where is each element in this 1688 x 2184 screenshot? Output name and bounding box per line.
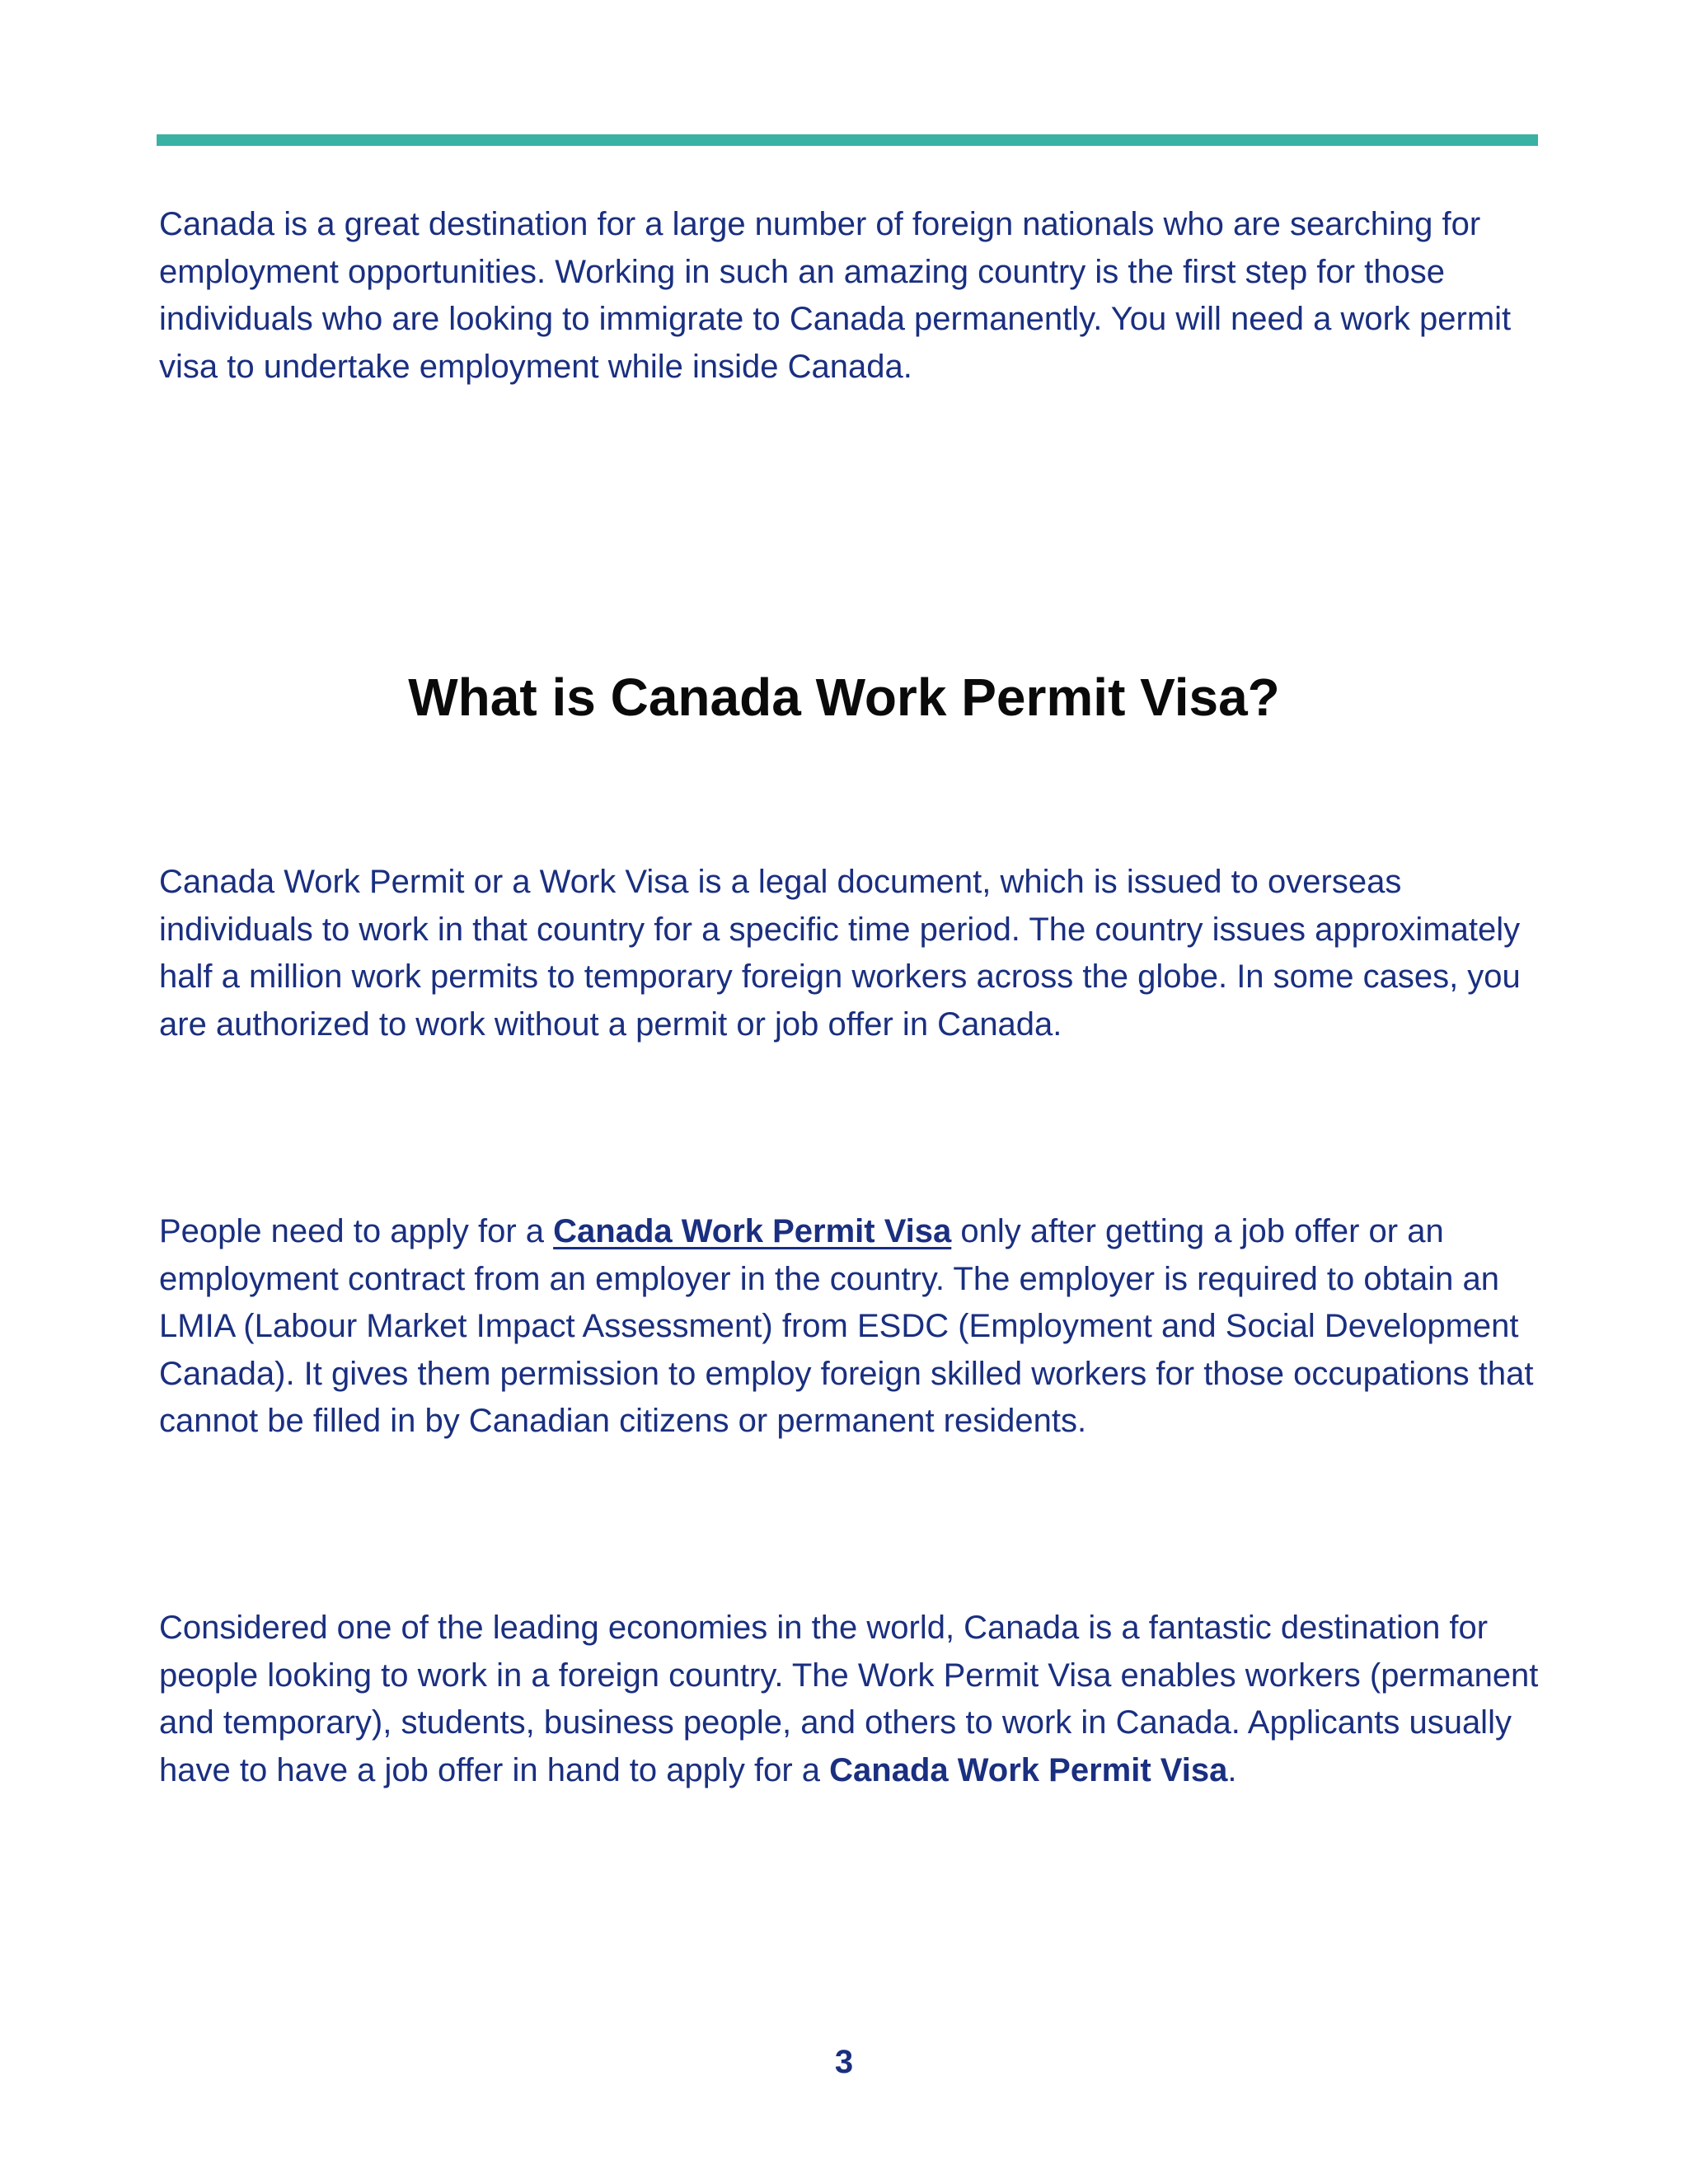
section-heading: What is Canada Work Permit Visa? xyxy=(408,668,1280,727)
work-permit-visa-emphasis: Canada Work Permit Visa xyxy=(829,1751,1228,1788)
application-paragraph xyxy=(159,1208,1560,1446)
application-paragraph-lead: People need to apply for a xyxy=(159,1213,554,1249)
intro-paragraph: Canada is a great destination for a large number of foreign nationals who are searching for employment opportunities. Working in such an amazing country is the first step for those individuals who are looking to immigrate to Canada permanently. You will need a work permit visa to undertake employment while inside Canada. xyxy=(159,206,1512,385)
economy-paragraph-end: . xyxy=(1227,1751,1237,1788)
definition-paragraph: Canada Work Permit or a Work Visa is a legal document, which is issued to overseas individuals to work in that country for a specific time period. The country issues approximately half a million work permits to temporary foreign workers across the globe. In some cases, you are authorized to work without a permit or job offer in Canada. xyxy=(159,864,1521,1043)
economy-paragraph-lead: Considered one of the leading economies in the world, Canada is a fantastic destination for people looking to work in a foreign country. The Work Permit Visa enables workers (permanent and temporary), students, business people, and others to work in Canada. Applicants usually have to have a job offer in hand to apply for a xyxy=(159,1610,1539,1788)
work-permit-visa-link[interactable]: Canada Work Permit Visa xyxy=(553,1213,952,1249)
application-paragraph-rest: only after getting a job offer or an employment contract from an employer in the country. The employer is required to obtain an LMIA (Labour Market Impact Assessment) from ESDC (Employment and Social Development Canada). It gives them permission to employ foreign skilled workers for those occupations that cannot be filled in by Canadian citizens or permanent residents. xyxy=(159,1213,1534,1439)
header-divider xyxy=(157,134,1538,146)
page-number: 3 xyxy=(834,2044,854,2080)
economy-paragraph xyxy=(159,1605,1560,1794)
